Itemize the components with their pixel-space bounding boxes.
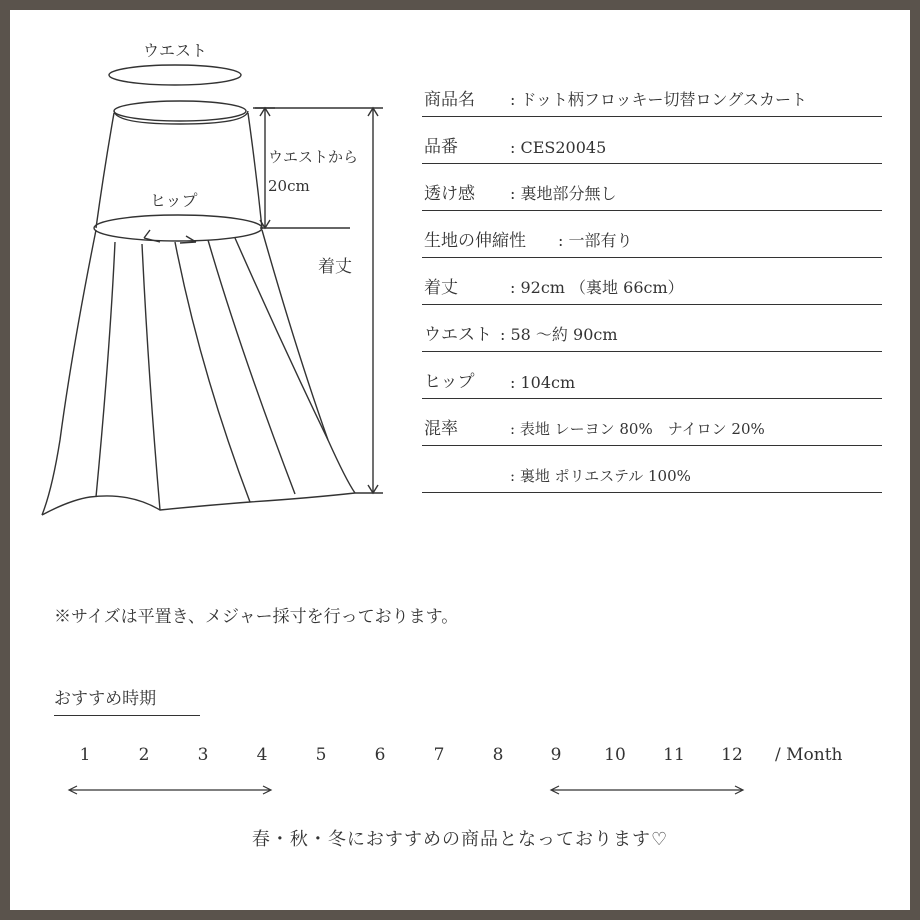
spec-value: : CES20045: [510, 138, 607, 157]
spec-row-code: [422, 117, 882, 164]
waist-measure-ellipse: [109, 65, 241, 85]
spec-value: : 92cm （裏地 66cm）: [510, 278, 684, 297]
spec-label: 生地の伸縮性: [424, 231, 526, 251]
product-spec-card: [10, 10, 910, 910]
month-label: 12: [721, 745, 743, 765]
spec-row-length: [422, 258, 882, 305]
hip-measure-ellipse: [94, 215, 262, 241]
month-label: 8: [492, 745, 504, 765]
season-recommendation: 春・秋・冬におすすめの商品となっております♡: [251, 829, 669, 850]
skirt-upper-right: [248, 113, 262, 228]
skirt-diagram: [10, 10, 410, 570]
range-arrow-spring: [69, 786, 271, 794]
spec-table: [422, 70, 882, 493]
season-title: おすすめ時期: [54, 684, 200, 716]
spec-row-lining: [422, 446, 882, 493]
spec-label: 混率: [424, 419, 458, 439]
spec-label: 商品名: [424, 90, 475, 110]
spec-row-sheer: [422, 164, 882, 211]
length-label: 着丈: [318, 257, 352, 277]
range-arrow-autumn: [551, 786, 743, 794]
spec-label: 透け感: [424, 184, 475, 204]
spec-row-composition: [422, 399, 882, 446]
spec-value: : 一部有り: [558, 231, 633, 250]
month-label: 3: [197, 745, 209, 765]
month-label: 11: [663, 745, 685, 765]
skirt-upper-left: [96, 113, 114, 228]
skirt-flare-left: [42, 230, 96, 515]
spec-label: ヒップ: [424, 372, 475, 392]
spec-label: 着丈: [424, 278, 458, 298]
month-scale: [10, 745, 910, 775]
month-unit: / Month: [775, 745, 843, 765]
skirt-hem: [42, 493, 355, 515]
spec-value: : 裏地部分無し: [510, 184, 617, 203]
month-label: 9: [550, 745, 562, 765]
spec-value: : ドット柄フロッキー切替ロングスカート: [510, 90, 808, 109]
month-label: 2: [138, 745, 150, 765]
spec-row-waist: [422, 305, 882, 352]
spec-value: : 104cm: [510, 373, 576, 392]
spec-value: : 58 〜約 90cm: [500, 325, 618, 344]
waistband-top: [114, 101, 246, 121]
month-label: 4: [256, 745, 268, 765]
waist-to-hip-value: 20cm: [268, 177, 310, 195]
season-range-arrows: [10, 778, 910, 808]
hip-label: ヒップ: [150, 191, 198, 210]
waist-label: ウエスト: [143, 41, 208, 60]
spec-row-hip: [422, 352, 882, 399]
spec-row-name: [422, 70, 882, 117]
month-label: 7: [433, 745, 445, 765]
month-label: 6: [374, 745, 386, 765]
spec-label: 品番: [424, 137, 458, 157]
measurement-note: ※サイズは平置き、メジャー採寸を行っております。: [54, 607, 459, 627]
spec-value: : 表地 レーヨン 80% ナイロン 20%: [510, 420, 765, 438]
month-label: 5: [315, 745, 327, 765]
spec-value: : 裏地 ポリエステル 100%: [510, 467, 691, 485]
month-label: 1: [79, 745, 91, 765]
spec-label: ウエスト: [424, 325, 492, 345]
month-label: 10: [604, 745, 626, 765]
waist-to-hip-label: ウエストから: [268, 148, 359, 166]
spec-row-stretch: [422, 211, 882, 258]
